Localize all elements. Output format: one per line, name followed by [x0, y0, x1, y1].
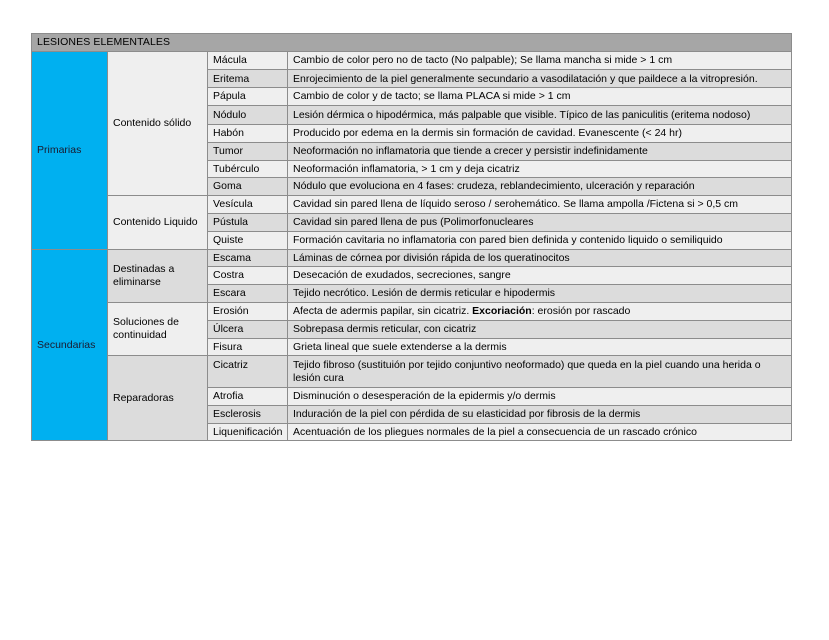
table-row [32, 196, 792, 214]
lesion-name-cell: Tumor [208, 142, 288, 160]
lesion-name-cell: Esclerosis [208, 405, 288, 423]
lesion-description-cell: Sobrepasa dermis reticular, con cicatriz [288, 320, 792, 338]
lesion-description-cell: Cavidad sin pared llena de pus (Polimorfonucleares [288, 213, 792, 231]
group-cell: Reparadoras [108, 356, 208, 441]
lesion-description-cell: Cambio de color pero no de tacto (No palpable); Se llama mancha si mide > 1 cm [288, 51, 792, 69]
lesion-description-cell: Neoformación no inflamatoria que tiende a crecer y persistir indefinidamente [288, 142, 792, 160]
lesion-description-cell: Tejido fibroso (sustituión por tejido conjuntivo neoformado) que queda en la piel cuando una herida o lesión cura [288, 356, 792, 388]
group-cell: Contenido sólido [108, 51, 208, 195]
table-row [32, 249, 792, 267]
lesion-description-cell: Grieta lineal que suele extenderse a la dermis [288, 338, 792, 356]
lesiones-elementales-table [31, 33, 792, 441]
lesion-name-cell: Atrofia [208, 387, 288, 405]
lesion-description-cell: Formación cavitaria no inflamatoria con pared bien definida y contenido liquido o semiliquido [288, 231, 792, 249]
lesion-name-cell: Vesícula [208, 196, 288, 214]
table-row [32, 302, 792, 320]
lesion-name-cell: Fisura [208, 338, 288, 356]
group-cell: Destinadas a eliminarse [108, 249, 208, 302]
lesion-name-cell: Costra [208, 267, 288, 285]
lesion-name-cell: Cicatriz [208, 356, 288, 388]
lesion-description-cell: Acentuación de los pliegues normales de la piel a consecuencia de un rascado crónico [288, 423, 792, 441]
lesion-name-cell: Escara [208, 285, 288, 303]
lesion-name-cell: Goma [208, 178, 288, 196]
lesion-name-cell: Pápula [208, 88, 288, 106]
lesion-name-cell: Eritema [208, 69, 288, 88]
lesion-description-cell: Afecta de adermis papilar, sin cicatriz. Excoriación: erosión por rascado [288, 302, 792, 320]
lesion-name-cell: Habón [208, 124, 288, 142]
group-cell: Contenido Liquido [108, 196, 208, 249]
lesion-description-cell: Tejido necrótico. Lesión de dermis reticular e hipodermis [288, 285, 792, 303]
lesion-name-cell: Erosión [208, 302, 288, 320]
table-row [32, 51, 792, 69]
lesion-name-cell: Tubérculo [208, 160, 288, 178]
lesion-name-cell: Liquenificación [208, 423, 288, 441]
lesion-name-cell: Úlcera [208, 320, 288, 338]
table-data-rows [32, 51, 792, 441]
lesion-description-cell: Cavidad sin pared llena de líquido seroso / serohemático. Se llama ampolla /Fictena si > 0,5 cm [288, 196, 792, 214]
lesion-name-cell: Escama [208, 249, 288, 267]
lesion-description-cell: Láminas de córnea por división rápida de los queratinocitos [288, 249, 792, 267]
lesiones-elementales-table-container [31, 33, 791, 441]
group-cell: Soluciones de continuidad [108, 302, 208, 355]
lesion-name-cell: Nódulo [208, 106, 288, 125]
lesion-name-cell: Mácula [208, 51, 288, 69]
lesion-name-cell: Quiste [208, 231, 288, 249]
lesion-description-cell: Nódulo que evoluciona en 4 fases: crudeza, reblandecimiento, ulceración y reparación [288, 178, 792, 196]
lesion-description-cell: Disminución o desesperación de la epidermis y/o dermis [288, 387, 792, 405]
emphasis-term: Excoriación [472, 304, 532, 317]
category-cell-secundarias: Secundarias [32, 249, 108, 441]
category-cell-primarias: Primarias [32, 51, 108, 249]
lesion-description-cell: Desecación de exudados, secreciones, sangre [288, 267, 792, 285]
lesion-description-cell: Enrojecimiento de la piel generalmente secundario a vasodilatación y que paildece a la vitropresión. [288, 69, 792, 88]
lesion-description-cell: Neoformación inflamatoria, > 1 cm y deja cicatriz [288, 160, 792, 178]
lesion-description-cell: Induración de la piel con pérdida de su elasticidad por fibrosis de la dermis [288, 405, 792, 423]
lesion-name-cell: Pústula [208, 213, 288, 231]
lesion-description-cell: Producido por edema en la dermis sin formación de cavidad. Evanescente (< 24 hr) [288, 124, 792, 142]
lesion-description-cell: Lesión dérmica o hipodérmica, más palpable que visible. Típico de las paniculitis (eritema nodoso) [288, 106, 792, 125]
lesion-description-cell: Cambio de color y de tacto; se llama PLACA si mide > 1 cm [288, 88, 792, 106]
table-body [32, 34, 792, 52]
table-title-row [32, 34, 792, 52]
table-title: LESIONES ELEMENTALES [32, 34, 792, 52]
table-row [32, 356, 792, 388]
